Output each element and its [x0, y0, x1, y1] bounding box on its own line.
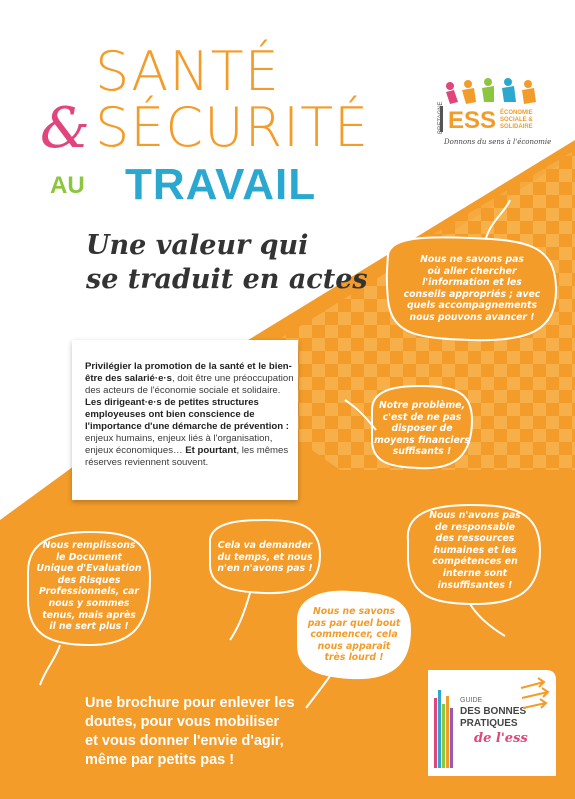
- intro-p2-end: , les mêmes réserves reviennent souvent.: [85, 445, 289, 468]
- bubble-6-line: commencer, cela: [310, 629, 398, 641]
- guide-line-2: DES BONNES: [460, 706, 527, 717]
- bubble-1-line: quels accompagnements: [406, 300, 537, 312]
- bubble-2-line: moyens financiers: [374, 434, 470, 446]
- bubble-1-line: où aller chercher: [427, 265, 517, 277]
- logo-slogan: Donnons du sens à l'économie: [444, 138, 552, 146]
- bottom-tagline: [85, 694, 335, 770]
- bubble-4-line: le Document: [55, 551, 123, 563]
- bubble-6-line: pas par quel bout: [307, 617, 401, 629]
- intro-p2-bold: Les dirigeant·e·s de petites structures employeuses ont bien conscience de l'importance d'une démarche de prévention :: [85, 397, 289, 432]
- subtitle-line-2: se traduit en actes: [86, 264, 368, 295]
- intro-p2-bold2: Et pourtant: [185, 445, 237, 456]
- title-line-securite: SÉCURITÉ: [95, 96, 370, 159]
- bubble-3-line: compétences en: [432, 556, 518, 568]
- bubble-6: [300, 606, 408, 664]
- bubble-4: [30, 540, 148, 633]
- bubble-2-line: c'est de ne pas: [382, 411, 462, 423]
- bubble-5-line: n'en n'avons pas !: [217, 563, 313, 575]
- intro-text: [85, 361, 294, 469]
- bubble-2-line: Notre problème,: [378, 400, 466, 411]
- bubble-4-line: tenus, mais après: [42, 609, 136, 621]
- subtitle-line-1: Une valeur qui: [86, 230, 309, 261]
- bubble-3-line: de responsable: [434, 521, 516, 533]
- bubble-4-line: Unique d'Evaluation: [36, 563, 142, 575]
- bubble-4-line: il ne sert plus !: [49, 621, 129, 633]
- bottom-line-1: Une brochure pour enlever les: [85, 695, 295, 711]
- bubble-1: [392, 254, 552, 324]
- bubble-5-line: Cela va demander: [217, 540, 313, 551]
- intro-p1-rest: , doit être une préoccupation des acteurs de l'économie sociale et solidaire.: [85, 373, 294, 396]
- guide-line-1: GUIDE: [460, 697, 483, 704]
- logo-tag-3: SOLIDAIRE: [500, 124, 533, 130]
- title-line-travail: TRAVAIL: [125, 160, 317, 209]
- intro-p2-rest: enjeux humains, enjeux liés à l'organisation, enjeux économiques…: [85, 433, 273, 456]
- guide-line-4: de l'ess: [474, 731, 528, 746]
- bubble-3-line: insuffisantes !: [437, 579, 513, 591]
- bubble-3-line: des ressources: [435, 533, 515, 545]
- bubble-3: [412, 510, 538, 591]
- bubble-6-line: nous apparaît: [317, 640, 391, 652]
- bubble-6-line: Nous ne savons: [312, 606, 396, 617]
- bubble-1-line: l'information et les: [422, 277, 522, 289]
- bubble-2-line: disposer de: [391, 423, 453, 435]
- logo-brand: ESS: [448, 107, 497, 134]
- title-line-sante: SANTÉ: [95, 40, 280, 103]
- bubble-4-line: des Risques: [57, 574, 121, 586]
- bubble-3-line: interne sont: [442, 567, 508, 579]
- logo-tag-2: SOCIALE &: [500, 117, 533, 123]
- bubble-5: [212, 540, 318, 575]
- ess-logo: [436, 76, 556, 152]
- bubble-4-line: Professionnels, car: [39, 586, 139, 598]
- bubble-1-line: nous pouvons avancer !: [409, 311, 535, 323]
- intro-p1-bold: Privilégier la promotion de la santé et le bien-être des salarié·e·s: [85, 361, 292, 384]
- logo-tag-1: ÉCONOMIE: [500, 110, 533, 116]
- bubble-4-line: nous y sommes: [48, 597, 130, 609]
- bubble-4-line: Nous remplissons: [42, 540, 136, 551]
- bubble-2-line: suffisants !: [392, 446, 452, 458]
- people-icon: [446, 78, 536, 104]
- logo-region: BRETAGNE: [438, 101, 444, 134]
- bubble-2: [372, 400, 472, 458]
- bubble-3-line: humaines et les: [433, 544, 517, 556]
- bottom-line-4: même par petits pas !: [85, 752, 235, 768]
- bubble-6-line: très lourd !: [324, 652, 384, 664]
- bottom-line-3: et vous donner l'envie d'agir,: [85, 733, 284, 749]
- guide-line-3: PRATIQUES: [460, 718, 518, 729]
- guide-logo: [426, 668, 558, 778]
- title-au: AU: [50, 172, 85, 199]
- title-ampersand: &: [40, 96, 90, 161]
- bottom-line-2: doutes, pour vous mobiliser: [85, 714, 280, 730]
- bubble-1-line: conseils appropriés ; avec: [403, 288, 541, 300]
- subtitle: [86, 229, 376, 297]
- bubble-1-line: Nous ne savons pas: [420, 254, 524, 265]
- bubble-3-line: Nous n'avons pas: [429, 510, 521, 521]
- bubble-5-line: du temps, et nous: [217, 551, 313, 563]
